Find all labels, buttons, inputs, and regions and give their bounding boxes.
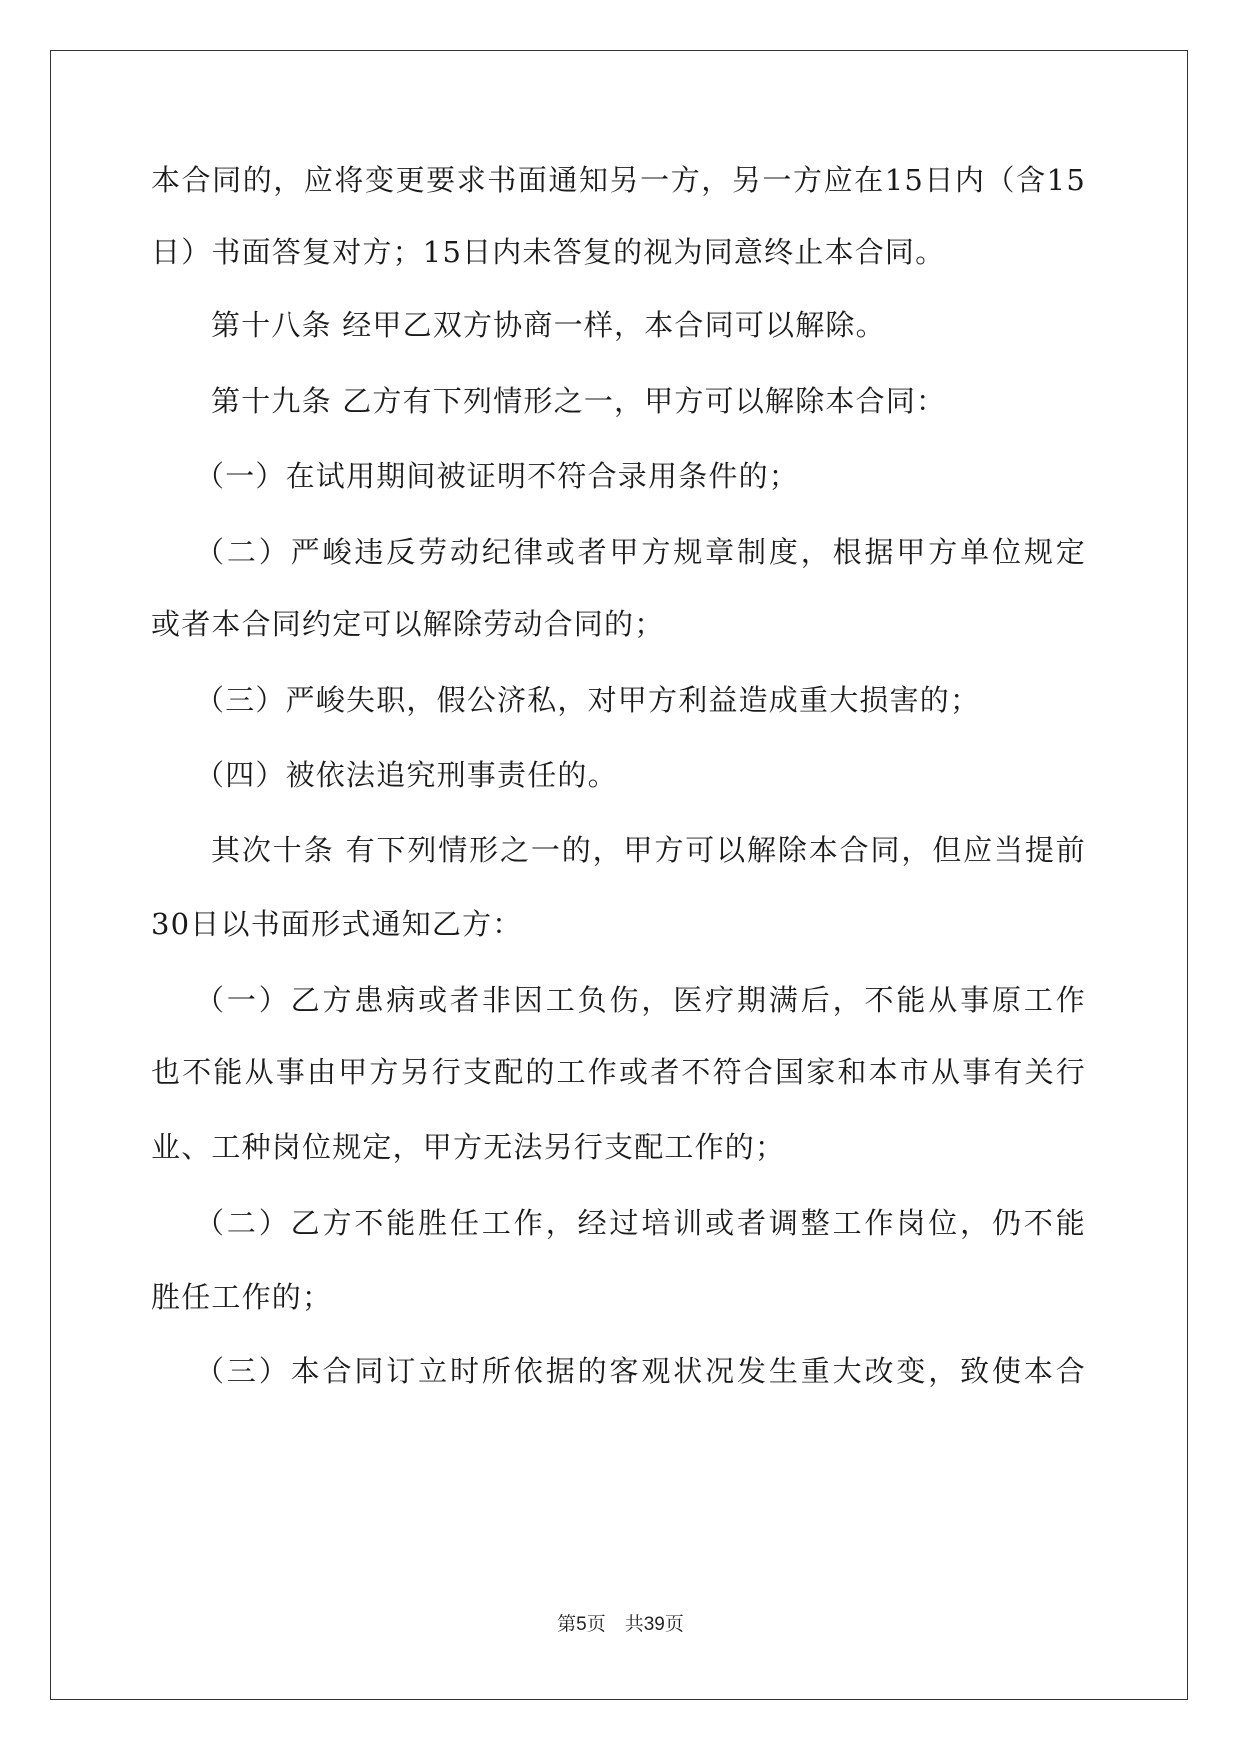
text-line: （三）本合同订立时所依据的客观状况发生重大改变，致使本合	[195, 1354, 1086, 1388]
text-line: （三）严峻失职，假公济私，对甲方利益造成重大损害的；	[195, 683, 981, 717]
text-line: 本合同的，应将变更要求书面通知另一方，另一方应在15日内（含15	[151, 163, 1086, 197]
footer-prefix: 第	[557, 1613, 577, 1635]
text-line: 或者本合同约定可以解除劳动合同的；	[151, 607, 665, 641]
text-line: 其次十条 有下列情形之一的，甲方可以解除本合同，但应当提前	[211, 833, 1086, 867]
text-line: （四）被依法追究刑事责任的。	[195, 758, 618, 792]
text-line: （一）乙方患病或者非因工负伤，医疗期满后，不能从事原工作	[195, 983, 1086, 1017]
text-line: （二）乙方不能胜任工作，经过培训或者调整工作岗位，仍不能	[195, 1206, 1086, 1240]
page-footer	[0, 1612, 1241, 1637]
footer-middle: 页 共	[586, 1613, 644, 1635]
text-line: 第十九条 乙方有下列情形之一，甲方可以解除本合同：	[211, 384, 947, 418]
text-line: 日）书面答复对方；15日内未答复的视为同意终止本合同。	[151, 235, 946, 269]
text-line: 30日以书面形式通知乙方：	[151, 907, 523, 941]
page-border	[50, 50, 1188, 1700]
total-pages: 39	[643, 1614, 665, 1635]
text-line: 胜任工作的；	[151, 1280, 333, 1314]
text-line: （二）严峻违反劳动纪律或者甲方规章制度，根据甲方单位规定	[195, 535, 1086, 569]
text-line: 业、工种岗位规定，甲方无法另行支配工作的；	[151, 1130, 786, 1164]
text-line: 第十八条 经甲乙双方协商一样，本合同可以解除。	[211, 308, 886, 342]
page-number: 5	[576, 1614, 587, 1635]
text-line: （一）在试用期间被证明不符合录用条件的；	[195, 459, 800, 493]
footer-suffix: 页	[664, 1613, 684, 1635]
text-line: 也不能从事由甲方另行支配的工作或者不符合国家和本市从事有关行	[151, 1055, 1086, 1089]
